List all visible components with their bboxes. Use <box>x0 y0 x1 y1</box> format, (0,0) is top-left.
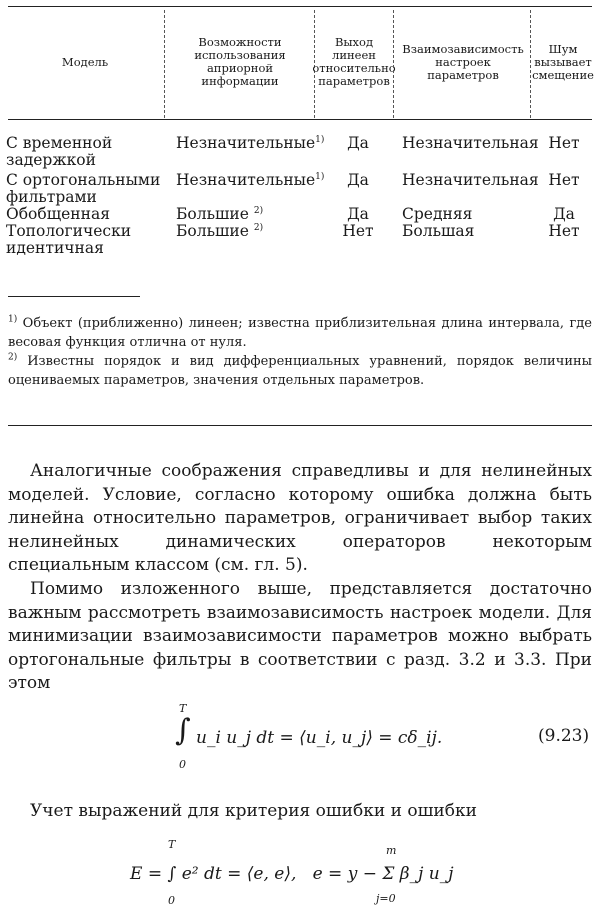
table-cell-interdependence: Большая <box>402 222 475 240</box>
table-cell-noise: Нет <box>548 222 580 240</box>
table-cell-model: Обобщенная <box>6 205 110 223</box>
footnote-rule <box>8 296 140 297</box>
header-apriori: Возможности использования априорной информации <box>194 35 286 88</box>
table-cell-noise: Да <box>553 205 575 223</box>
header-separator <box>393 10 394 118</box>
header-interdependence: Взаимозависимость настроек параметров <box>402 41 524 82</box>
table-cell-noise: Нет <box>548 171 580 189</box>
table-cell-interdependence: Незначительная <box>402 171 539 189</box>
header-separator <box>164 10 165 118</box>
header-model: Модель <box>61 54 109 69</box>
header-noise: Шум вызывает смещение <box>532 41 594 82</box>
footnote-2: $^{2)}$ Известны порядок и вид дифференциальных уравнений, порядок величины оцениваемых параметров, значения отдельных параметров. <box>8 352 592 388</box>
paragraph-3: Учет выражений для критерия ошибки и ошибки <box>30 801 477 821</box>
equation-error-criterion: E = ∫ e² dt = ⟨e, e⟩, e = y − Σ β_j u_j <box>130 864 454 884</box>
table-cell-linear: Да <box>347 205 369 223</box>
table-cell-apriori: Незначительные$^{1)}$ <box>176 134 325 152</box>
integral-lower-limit: 0 <box>179 758 186 771</box>
table-cell-model: С временной задержкой <box>6 134 113 169</box>
integral-sign-icon: ∫ <box>175 713 191 748</box>
header-separator <box>530 10 531 118</box>
sum-lower-limit: j=0 <box>376 892 396 905</box>
integral-upper-limit: T <box>179 702 187 715</box>
table-cell-linear: Да <box>347 134 369 152</box>
equation-9-23: u_i u_j dt = ⟨u_i, u_j⟩ = cδ_ij. <box>196 728 443 748</box>
table-cell-apriori: Незначительные$^{1)}$ <box>176 171 325 189</box>
sum-upper-limit: m <box>386 844 397 857</box>
table-top-rule <box>8 6 592 7</box>
paragraph-2: Помимо изложенного выше, представляется достаточно важным рассмотреть взаимозависимость настроек модели. Для минимизации взаимозависимости параметров можно выбрать ортогональные фильтры в соответствии с разд. 3.2 и 3.3. При этом <box>8 579 592 693</box>
table-cell-noise: Нет <box>548 134 580 152</box>
header-linear: Выход линеен относительно параметров <box>312 35 396 88</box>
integral-upper-limit: T <box>168 838 176 851</box>
footnote-1: $^{1)}$ Объект (приближенно) линеен; известна приблизительная длина интервала, где весовая функция отлична от нуля. <box>8 314 592 350</box>
table-cell-interdependence: Средняя <box>402 205 473 223</box>
table-cell-model: С ортогональными фильтрами <box>6 171 161 206</box>
equation-number: (9.23) <box>538 726 590 746</box>
integral-lower-limit: 0 <box>168 894 175 907</box>
paragraph-1: Аналогичные соображения справедливы и для нелинейных моделей. Условие, согласно которому ошибка должна быть линейна относительно параметров, ограничивает выбор таких нелинейных динамических операторов некоторым специальным классом (см. гл. 5). <box>8 461 592 575</box>
table-cell-interdependence: Незначительная <box>402 134 539 152</box>
table-cell-linear: Да <box>347 171 369 189</box>
table-cell-apriori: Большие $^{2)}$ <box>176 222 264 240</box>
table-cell-linear: Нет <box>342 222 374 240</box>
table-header-rule <box>8 119 592 120</box>
table-cell-model: Топологически идентичная <box>6 222 132 257</box>
footnote-bottom-rule <box>8 425 592 426</box>
table-cell-apriori: Большие $^{2)}$ <box>176 205 264 223</box>
